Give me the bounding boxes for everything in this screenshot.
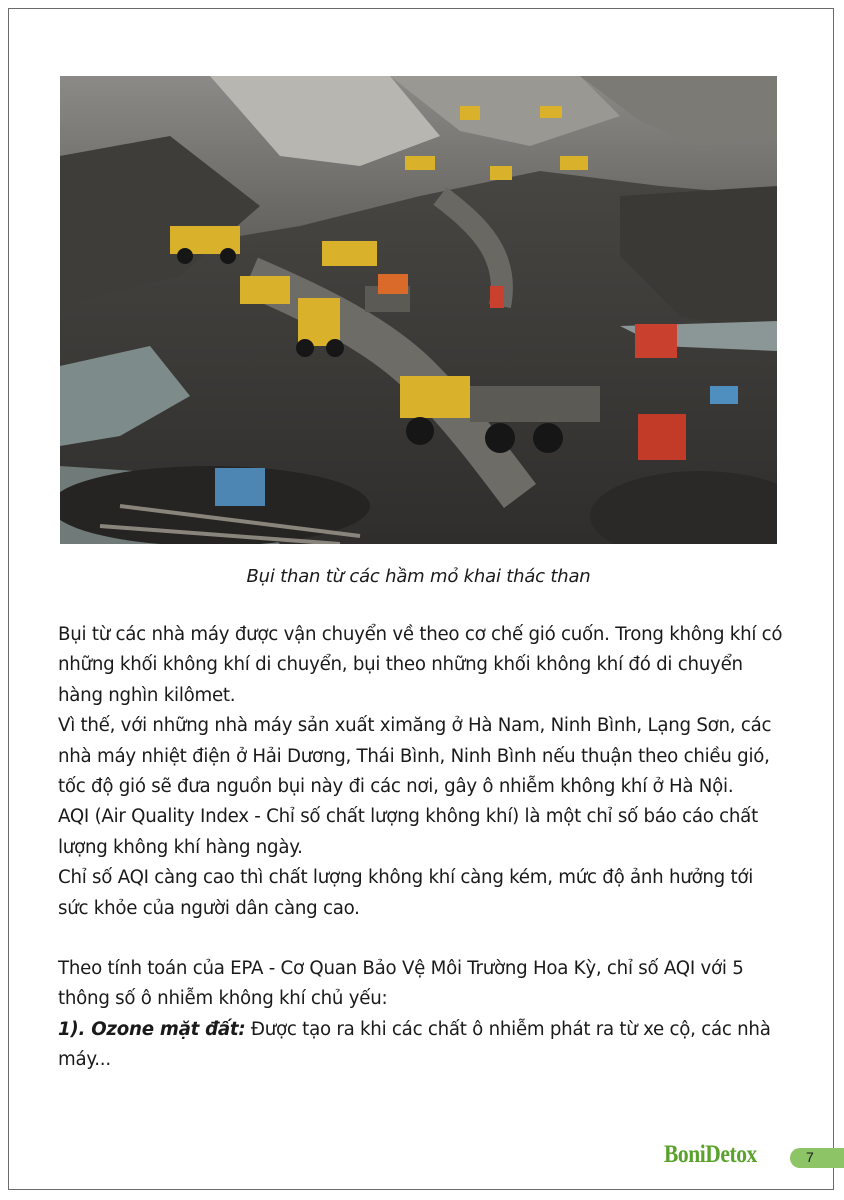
list-item-ozone: [58, 1015, 788, 1076]
paragraph: AQI (Air Quality Index - Chỉ số chất lượng không khí) là một chỉ số báo cáo chất lượng không khí hàng ngày.: [58, 806, 758, 858]
body-text: [58, 620, 788, 1076]
brand-logo: BoniDetox: [664, 1141, 757, 1168]
item-text: Được tạo ra khi các chất ô nhiễm phát ra từ xe cộ, các nhà máy...: [58, 1018, 771, 1071]
paragraph: Bụi từ các nhà máy được vận chuyển về theo cơ chế gió cuốn. Trong không khí có những khối không khí di chuyển, bụi theo những khối không khí đó di chuyển hàng nghìn kilômet.: [58, 624, 783, 706]
photo-caption: Bụi than từ các hầm mỏ khai thác than: [246, 566, 591, 587]
page-number-tab: [790, 1148, 844, 1168]
paragraph: Vì thế, với những nhà máy sản xuất ximăng ở Hà Nam, Ninh Bình, Lạng Sơn, các nhà máy nhiệt điện ở Hải Dương, Thái Bình, Ninh Bình nếu thuận theo chiều gió, tốc độ gió sẽ đưa nguồn bụi này đi các nơi, gây ô nhiễm không khí ở Hà Nội.: [58, 715, 772, 798]
paragraph: Chỉ số AQI càng cao thì chất lượng không khí càng kém, mức độ ảnh hưởng tới sức khỏe của người dân càng cao.: [58, 867, 754, 919]
coal-mine-photo: [60, 76, 777, 544]
page-number: 7: [806, 1149, 814, 1165]
item-label: 1). Ozone mặt đất:: [58, 1018, 246, 1040]
paragraph: Theo tính toán của EPA - Cơ Quan Bảo Vệ Môi Trường Hoa Kỳ, chỉ số AQI với 5 thông số ô nhiễm không khí chủ yếu:: [58, 958, 744, 1010]
